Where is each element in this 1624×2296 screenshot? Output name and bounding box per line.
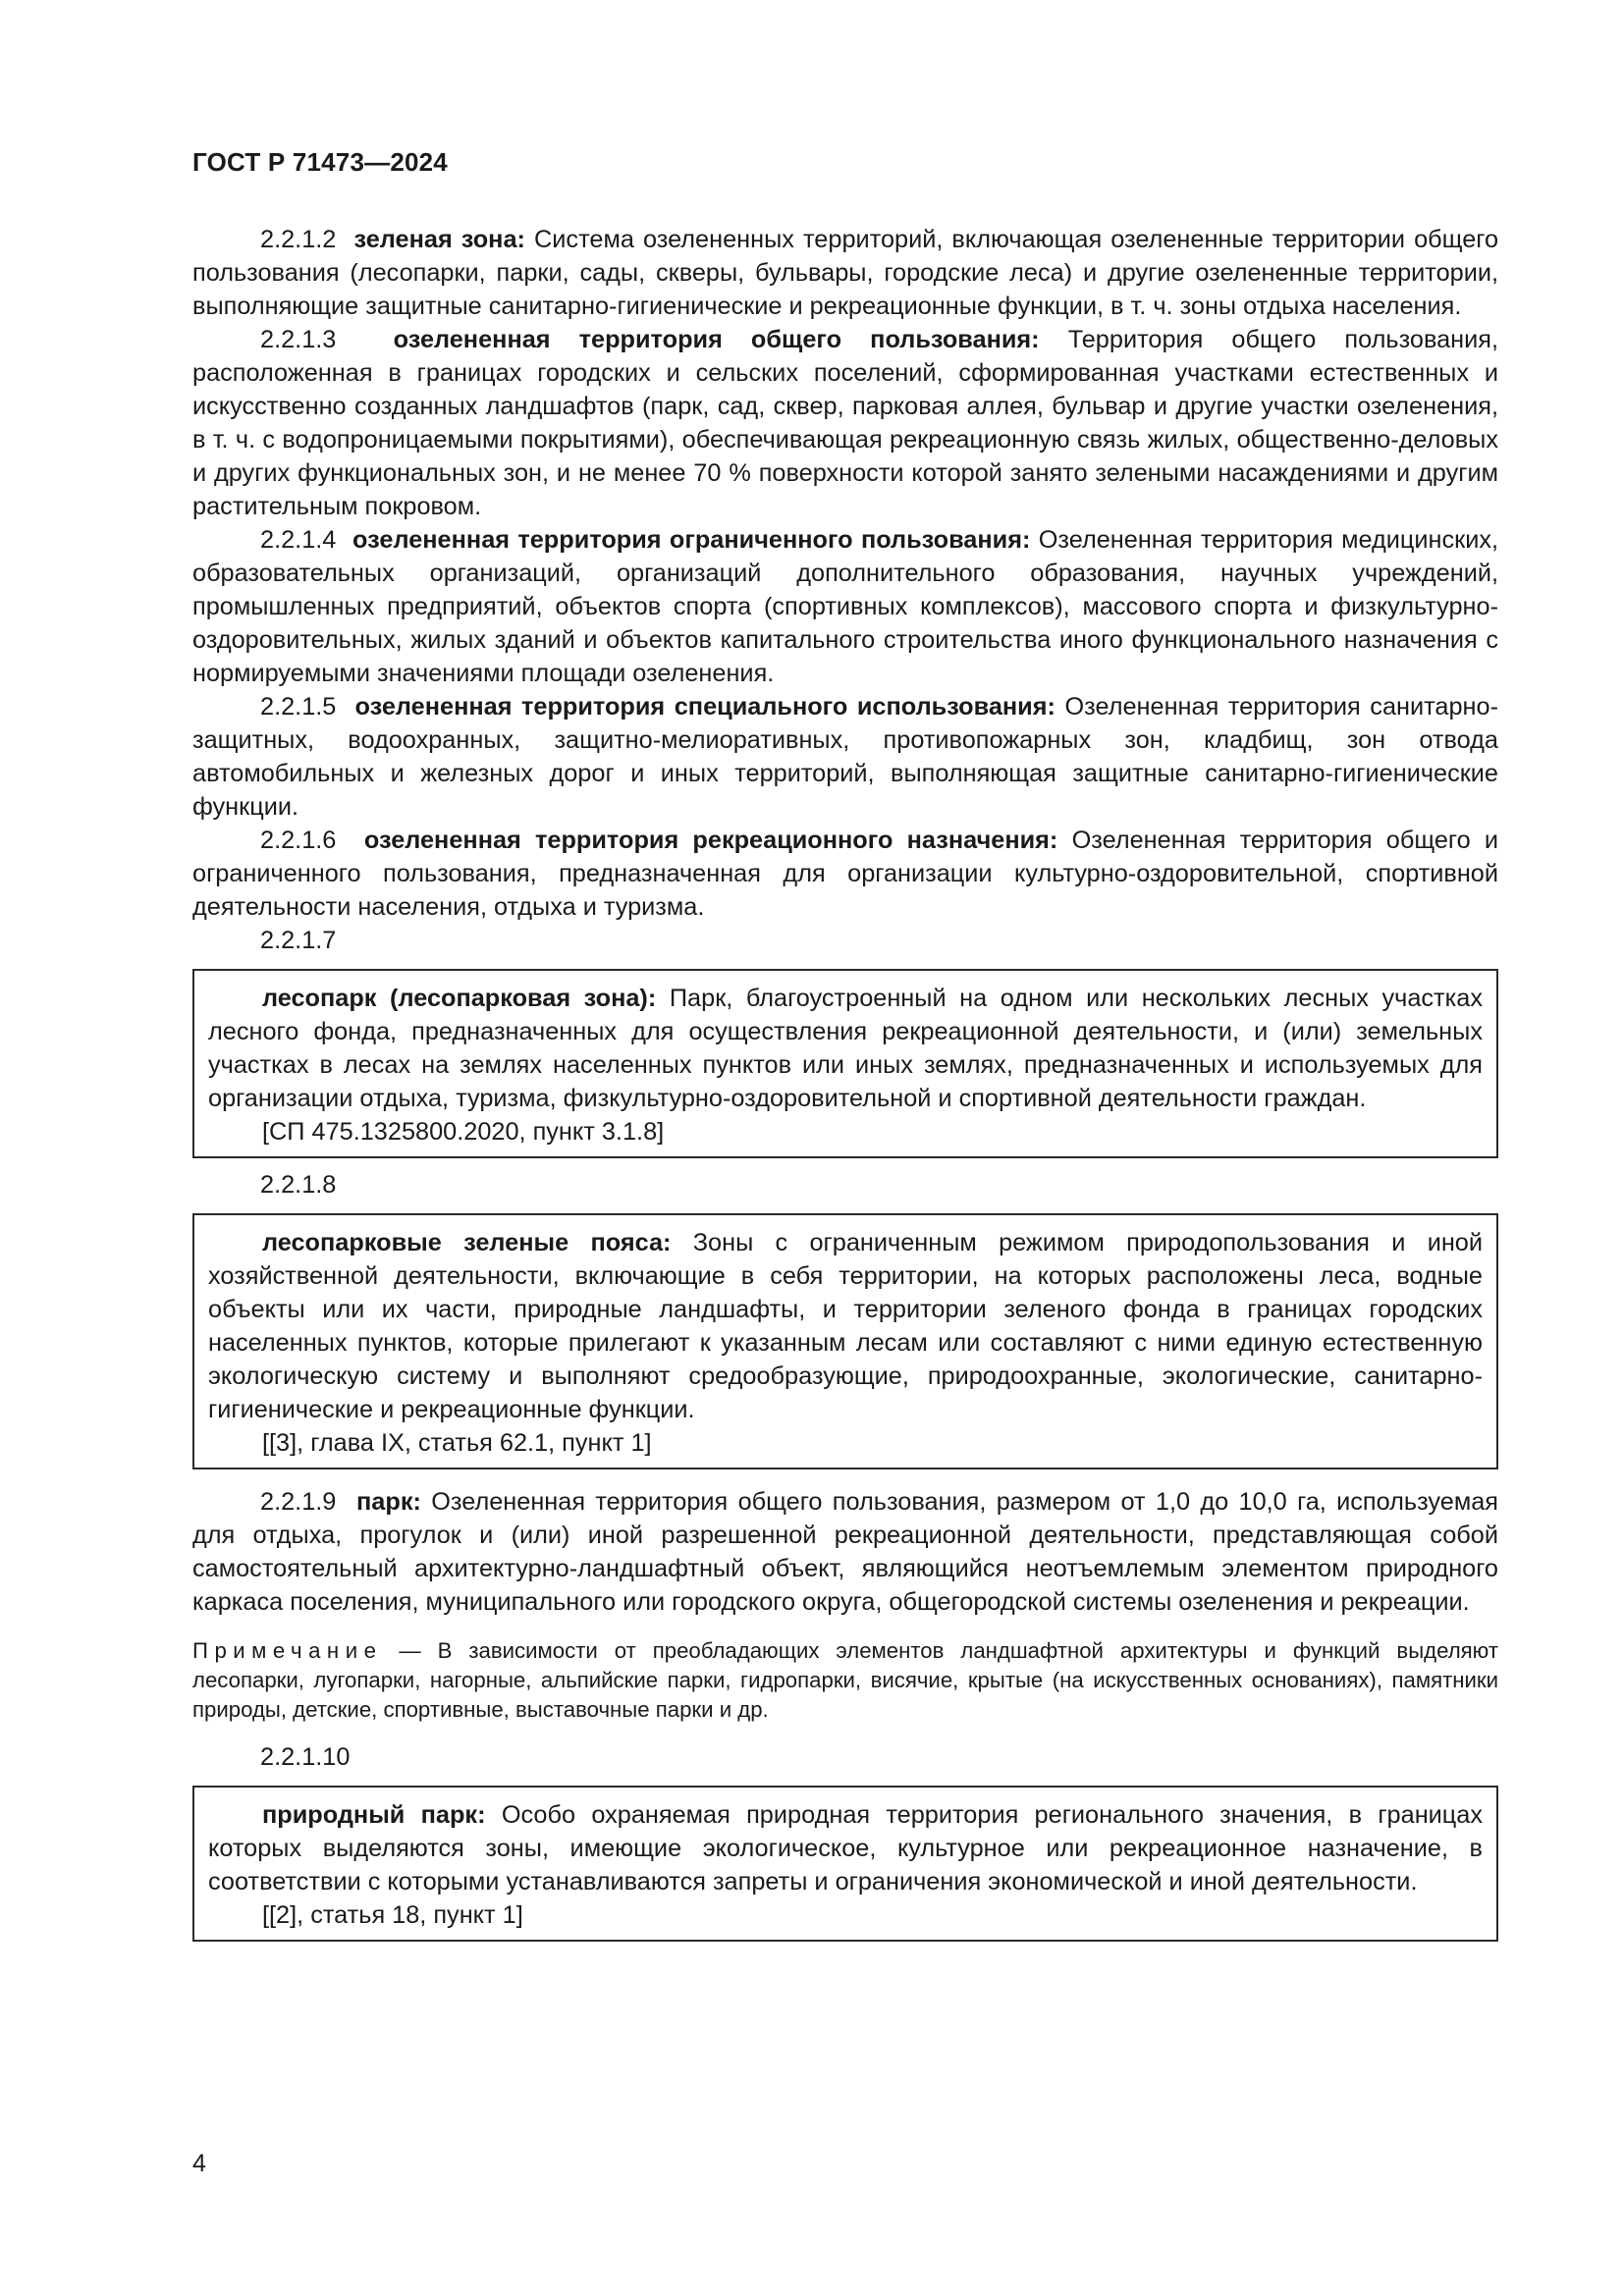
item-number-2-2-1-10: 2.2.1.10 xyxy=(260,1743,351,1771)
definition-2-2-1-4 xyxy=(192,523,1498,690)
framed-definition-natural-park xyxy=(192,1786,1498,1942)
framed-definition-green-belts xyxy=(192,1213,1498,1469)
term: зеленая зона: xyxy=(353,226,525,253)
term: природный парк: xyxy=(262,1801,486,1829)
definition-2-2-1-5 xyxy=(192,690,1498,824)
item-number: 2.2.1.3 xyxy=(260,326,337,353)
framed-definition-text xyxy=(208,1226,1483,1426)
source-reference: [[3], глава IX, статья 62.1, пункт 1] xyxy=(262,1429,652,1457)
framed-definition-text xyxy=(208,1798,1483,1898)
note-text: — В зависимости от преобладающих элементов ландшафтной архитектуры и функций выделяют лесопарки, лугопарки, нагорные, альпийские парки, гидропарки, висячие, крытые (на искусственных основаниях), памятники природы, детские, спортивные, выставочные парки и др. xyxy=(192,1638,1498,1722)
term: парк: xyxy=(356,1488,421,1516)
term: лесопарковые зеленые пояса: xyxy=(262,1229,672,1256)
document-header: ГОСТ Р 71473—2024 xyxy=(192,147,448,177)
framed-definition-forest-park xyxy=(192,969,1498,1158)
definition-text: Парк, благоустроенный на одном или нескольких лесных участках лесного фонда, предназначенных для осуществления рекреационной деятельности, и (или) земельных участках в лесах на землях населенных пунктов или иных землях, предназначенных и используемых для организации отдыха, туризма, физкультурно-оздоровительной и спортивной деятельности граждан. xyxy=(208,985,1483,1112)
definition-text: Система озелененных территорий, включающая озелененные территории общего пользования (лесопарки, парки, сады, скверы, бульвары, городские леса) и другие озелененные территории, выполняющие защитные санитарно-гигиенические и рекреационные функции, в т. ч. зоны отдыха населения. xyxy=(192,226,1499,320)
item-number: 2.2.1.2 xyxy=(260,226,337,253)
page-number: 4 xyxy=(192,2150,206,2177)
definition-text: Территория общего пользования, расположенная в границах городских и сельских поселений, сформированная участками естественных и искусственно созданных ландшафтов (парк, сад, сквер, парковая аллея, бульвар и другие участки озеленения, в т. ч. с водопроницаемыми покрытиями), обеспечивающая рекреационную связь жилых, общественно-деловых и других функциональных зон, и не менее 70 % поверхности которой занято зелеными насаждениями и другим растительным покровом. xyxy=(192,326,1499,520)
definition-text: Особо охраняемая природная территория регионального значения, в границах которых выделяются зоны, имеющие экологическое, культурное или рекреационное назначение, в соответствии с которыми устанавливаются запреты и ограничения экономической и иной деятельности. xyxy=(208,1801,1484,1896)
item-number-2-2-1-8: 2.2.1.8 xyxy=(260,1171,337,1199)
source-reference: [СП 475.1325800.2020, пункт 3.1.8] xyxy=(262,1118,665,1146)
item-number: 2.2.1.5 xyxy=(260,693,337,721)
source-reference: [[2], статья 18, пункт 1] xyxy=(262,1901,523,1929)
definition-text: Зоны с ограниченным режимом природопользования и иной хозяйственной деятельности, включающие в себя территории, на которых расположены леса, водные объекты или их части, природные ландшафты, и территории зеленого фонда в границах городских населенных пунктов, которые прилегают к указанным лесам или составляют с ними единую естественную экологическую систему и выполняют средообразующие, природоохранные, экологические, санитарно-гигиенические и рекреационные функции. xyxy=(208,1229,1483,1423)
document-body xyxy=(192,223,1498,1951)
definition-2-2-1-6 xyxy=(192,824,1498,924)
definition-2-2-1-9 xyxy=(192,1485,1498,1619)
term: озелененная территория рекреационного назначения: xyxy=(363,827,1058,854)
definition-text: Озелененная территория общего пользования, размером от 1,0 до 10,0 га, используемая для отдыха, прогулок и (или) иной разрешенной рекреационной деятельности, представляющая собой самостоятельный архитектурно-ландшафтный объект, являющийся неотъемлемым элементом природного каркаса поселения, муниципального или городского округа, общегородской системы озеленения и рекреации. xyxy=(192,1488,1498,1616)
term: озелененная территория ограниченного пользования: xyxy=(352,526,1031,554)
item-number: 2.2.1.6 xyxy=(260,827,337,854)
term: лесопарк (лесопарковая зона): xyxy=(262,985,657,1012)
definition-2-2-1-3 xyxy=(192,323,1498,523)
item-number-2-2-1-7: 2.2.1.7 xyxy=(260,927,337,954)
definition-text: Озелененная территория общего и ограниченного пользования, предназначенная для организации культурно-оздоровительной, спортивной деятельности населения, отдыха и туризма. xyxy=(192,827,1499,921)
definition-2-2-1-2 xyxy=(192,223,1498,323)
term: озелененная территория специального использования: xyxy=(354,693,1056,721)
note-label: Примечание xyxy=(192,1638,383,1663)
item-number: 2.2.1.9 xyxy=(260,1488,337,1516)
term: озелененная территория общего пользования: xyxy=(393,326,1040,353)
framed-definition-text xyxy=(208,982,1483,1115)
definition-text: Озелененная территория медицинских, образовательных организаций, организаций дополнительного образования, научных учреждений, промышленных предприятий, объектов спорта (спортивных комплексов), массового спорта и физкультурно-оздоровительных, жилых зданий и объектов капитального строительства иного функционального назначения с нормируемыми значениями площади озеленения. xyxy=(192,526,1499,687)
note xyxy=(192,1636,1498,1725)
definition-text: Озелененная территория санитарно-защитных, водоохранных, защитно-мелиоративных, противопожарных зон, кладбищ, зон отвода автомобильных и железных дорог и иных территорий, выполняющая защитные санитарно-гигиенические функции. xyxy=(192,693,1499,821)
item-number: 2.2.1.4 xyxy=(260,526,337,554)
